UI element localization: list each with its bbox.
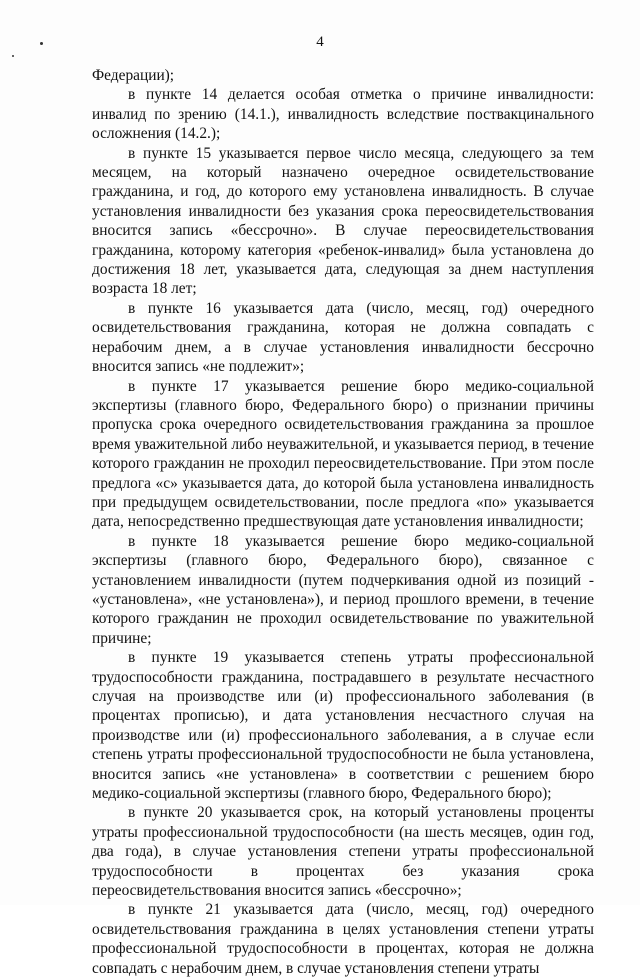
paragraph-item-20: в пункте 20 указывается срок, на который установлены проценты утраты профессиональной трудоспособности (на шесть месяцев, один год, два года), в случае установления степени утраты профессиональной трудоспособности в процентах без указания срока переосвидетельствования вносится запись «бессрочно»; — [92, 804, 594, 900]
scan-speck — [12, 55, 14, 57]
paragraph-item-17: в пункте 17 указывается решение бюро медико-социальной экспертизы (главного бюро, Федерального бюро) о признании причины пропуска срока очередного освидетельствования гражданина за прошлое время уважительной либо неуважительной, и указывается период, в течение которого гражданин не проходил переосвидетельствование. При этом после предлога «с» указывается дата, до которой была установлена инвалидность при предыдущем освидетельствовании, после предлога «по» указывается дата, непосредственно предшествующая дате установления инвалидности; — [92, 377, 594, 531]
paragraph-item-18: в пункте 18 указывается решение бюро медико-социальной экспертизы (главного бюро, Федерального бюро), связанное с установлением инвалидности (путем подчеркивания одной из позиций - «установлена», «не установлена»), и период прошлого времени, в течение которого гражданин не проходил освидетельствование по уважительной причине; — [92, 532, 594, 647]
paragraph-item-21: в пункте 21 указывается дата (число, месяц, год) очередного освидетельствования гражданина в целях установления степени утраты профессиональной трудоспособности в процентах, которая не должна совпадать с нерабочим днем, в случае установления степени утраты — [92, 901, 594, 977]
paragraph-item-16: в пункте 16 указывается дата (число, месяц, год) очередного освидетельствования гражданина, которая не должна совпадать с нерабочим днем, а в случае установления инвалидности бессрочно вносится запись «не подлежит»; — [92, 299, 594, 376]
document-body — [92, 66, 594, 978]
paragraph-item-19: в пункте 19 указывается степень утраты профессиональной трудоспособности гражданина, пострадавшего в результате несчастного случая на производстве или (и) профессионального заболевания (в процентах прописью), и дата установления несчастного случая на производстве или (и) профессионального заболевания, а в случае если степень утраты профессиональной трудоспособности не была установлена, вносится запись «не установлена» в соответствии с решением бюро медико-социальной экспертизы (главного бюро, Федерального бюро); — [92, 649, 594, 803]
paragraph-continuation: Федерации); — [92, 67, 175, 84]
paragraph-item-14: в пункте 14 делается особая отметка о причине инвалидности: инвалид по зрению (14.1.), инвалидность вследствие поствакцинального осложнения (14.2.); — [92, 86, 594, 143]
page-number: 4 — [316, 34, 324, 50]
paragraph-item-15: в пункте 15 указывается первое число месяца, следующего за тем месяцем, на который назначено очередное освидетельствование гражданина, и год, до которого ему установлена инвалидность. В случае установления инвалидности без указания срока переосвидетельствования вносится запись «бессрочно». В случае переосвидетельствования гражданина, которому категория «ребенок-инвалид» была установлена до достижения 18 лет, указывается дата, следующая за днем наступления возраста 18 лет; — [92, 144, 594, 298]
